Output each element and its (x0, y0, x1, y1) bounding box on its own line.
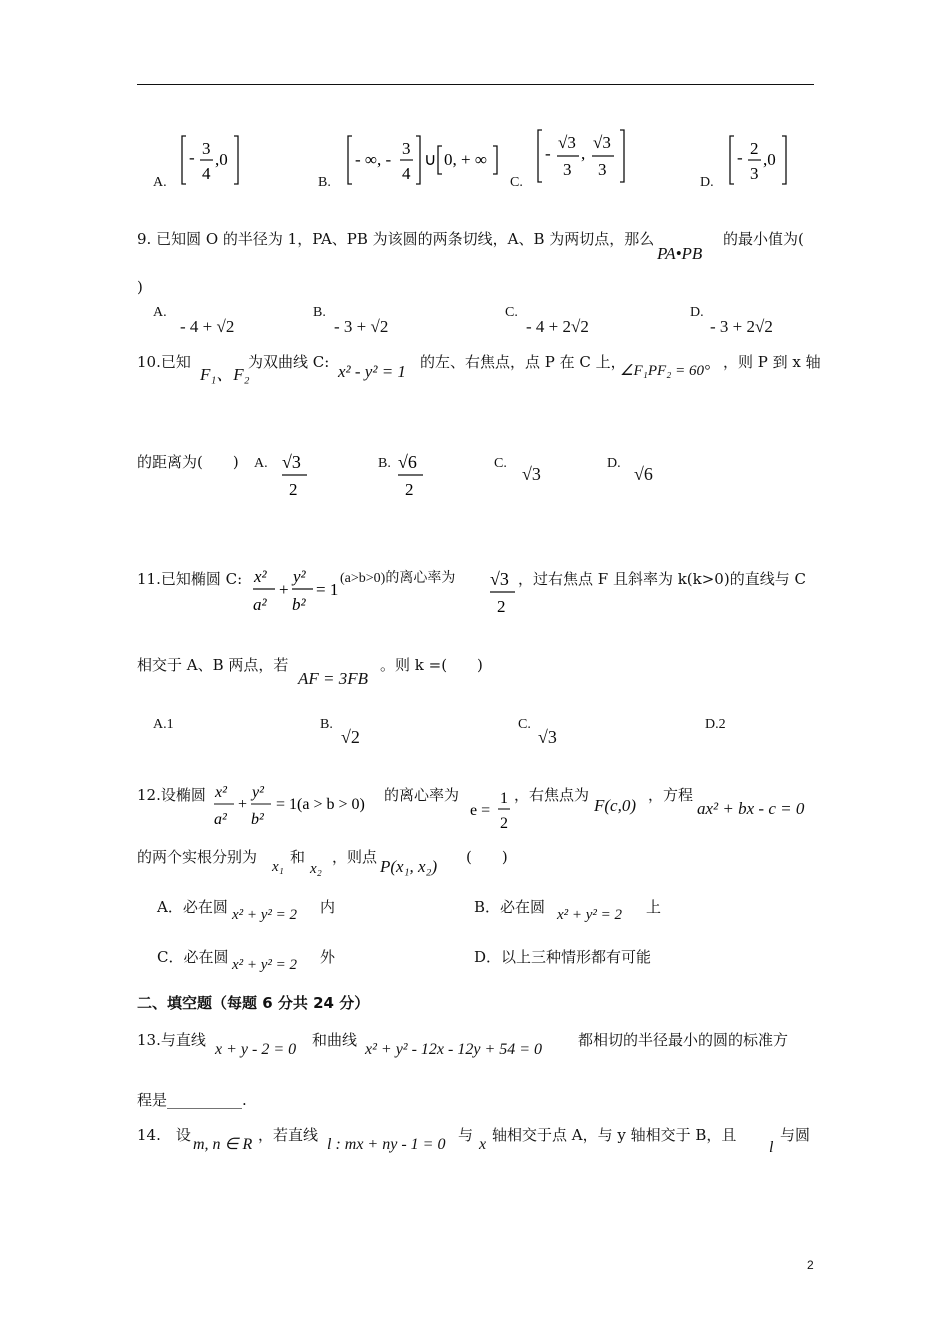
q9-option-c-label: C. (505, 305, 518, 320)
svg-text:-: - (545, 144, 551, 163)
svg-text:= 1(a > b > 0): = 1(a > b > 0) (276, 796, 365, 813)
svg-text:,0: ,0 (763, 150, 776, 169)
svg-text:√3: √3 (282, 452, 301, 472)
svg-text:4: 4 (202, 164, 211, 183)
q14-stem-start: 14. 设 (137, 1126, 191, 1144)
q12-point: P(x₁, x₂) (380, 857, 438, 876)
q12-option-c-end: 外 (320, 948, 336, 966)
svg-text:2: 2 (497, 597, 506, 616)
q11-ellipse-equation (251, 560, 347, 616)
q14-stem-end: 与圆 (780, 1126, 811, 1144)
svg-text:2: 2 (500, 815, 508, 832)
q11-stem-line2-end: 。则 k =( ) (380, 656, 483, 674)
q12-option-b-circle: x² + y² = 2 (557, 907, 623, 923)
svg-text:∪: ∪ (424, 150, 437, 169)
q11-stem-start: 11.已知椭圆 C: (137, 570, 243, 588)
q12-answer-paren: ( ) (466, 848, 508, 866)
q11-stem-end: ，过右焦点 F 且斜率为 k(k>0)的直线与 C (518, 570, 806, 588)
q13-line-equation: x + y - 2 = 0 (215, 1041, 297, 1058)
svg-text:√3: √3 (558, 133, 576, 152)
svg-text:3: 3 (402, 139, 411, 158)
q10-option-c-value: √3 (522, 464, 541, 484)
q12-stem-start: 12.设椭圆 (137, 786, 206, 804)
svg-text:+: + (238, 796, 248, 813)
q12-focus: F(c,0) (594, 796, 637, 815)
q10-option-a-value (280, 448, 310, 498)
q9-option-a-value: - 4 + √2 (180, 317, 235, 336)
q12-option-d-text: D．以上三种情形都有可能 (474, 948, 652, 966)
svg-text:√6: √6 (398, 452, 417, 472)
q14-stem-mid3: 轴相交于点 A，与 y 轴相交于 B，且 (492, 1126, 737, 1144)
svg-text:1: 1 (500, 790, 508, 807)
q10-angle: ∠F₁PF₂ = 60° (620, 363, 710, 379)
q12-stem-mid2: ，右焦点为 (514, 786, 590, 804)
q8-option-c-label: C. (510, 175, 523, 190)
q10-stem-mid2: 的左、右焦点，点 P 在 C 上， (420, 353, 626, 371)
q12-stem-mid3: ，方程 (648, 786, 694, 804)
svg-text:3: 3 (750, 164, 759, 183)
q14-l: l (769, 1139, 774, 1156)
q10-hyperbola-equation: x² - y² = 1 (338, 362, 406, 381)
q8-option-c-math (534, 127, 630, 185)
svg-text:y²: y² (293, 567, 306, 586)
svg-text:b²: b² (292, 595, 306, 614)
q12-option-b-end: 上 (646, 898, 662, 916)
q14-stem-mid: ，若直线 (258, 1126, 319, 1144)
q9-stem-tail: 的最小值为( (723, 230, 804, 248)
svg-text:,0: ,0 (215, 150, 228, 169)
section-title-fill-in: 二、填空题（每题 6 分共 24 分） (137, 994, 370, 1012)
page-number: 2 (807, 1258, 814, 1272)
q14-line-equation: l : mx + ny - 1 = 0 (327, 1136, 446, 1153)
svg-text:4: 4 (402, 164, 411, 183)
q10-foci: F₁、F₂ (200, 365, 250, 384)
svg-text:x²: x² (254, 567, 267, 586)
q8-option-d-math (726, 133, 790, 187)
q11-option-a: A.1 (153, 717, 174, 732)
q11-option-b-label: B. (320, 717, 333, 732)
q9-option-c-value: - 4 + 2√2 (526, 317, 589, 336)
q11-vector-relation: AF = 3FB (298, 669, 369, 688)
q11-option-c-value: √3 (538, 727, 557, 747)
q11-condition: (a>b>0)的离心率为 (340, 571, 456, 586)
header-rule (137, 84, 814, 85)
q9-option-d-label: D. (690, 305, 704, 320)
svg-text:3: 3 (202, 139, 211, 158)
q11-option-b-value: √2 (341, 727, 360, 747)
q12-stem-line2: 的两个实根分别为 (137, 848, 258, 866)
q12-ellipse-equation (212, 778, 384, 830)
svg-text:b²: b² (251, 811, 264, 828)
q8-option-b-label: B. (318, 175, 331, 190)
q9-option-b-label: B. (313, 305, 326, 320)
q13-stem-start: 13.与直线 (137, 1031, 206, 1049)
svg-text:a²: a² (253, 595, 267, 614)
svg-text:2: 2 (405, 480, 414, 498)
q13-stem-line2: 程是__________. (137, 1091, 247, 1109)
svg-text:0, + ∞: 0, + ∞ (444, 150, 487, 169)
q10-option-c-label: C. (494, 456, 507, 471)
svg-text:e =: e = (470, 802, 491, 819)
svg-text:- ∞, -: - ∞, - (355, 150, 392, 169)
q9-option-b-value: - 3 + √2 (334, 317, 389, 336)
q11-option-d: D.2 (705, 717, 726, 732)
q11-eccentricity (488, 565, 518, 617)
q8-option-a-math (178, 133, 242, 187)
svg-text:y²: y² (252, 784, 264, 801)
svg-text:a²: a² (214, 811, 227, 828)
q10-stem-end: ，则 P 到 x 轴 (723, 353, 821, 371)
q12-then: ，则点 (332, 848, 378, 866)
q9-option-d-value: - 3 + 2√2 (710, 317, 773, 336)
q10-option-d-value: √6 (634, 464, 653, 484)
svg-text:√3: √3 (593, 133, 611, 152)
svg-text:2: 2 (750, 139, 759, 158)
q12-quadratic-equation: ax² + bx - c = 0 (697, 799, 805, 818)
q12-root-x2: x₂ (310, 861, 322, 877)
svg-text:3: 3 (598, 160, 607, 179)
q12-option-a-end: 内 (320, 898, 336, 916)
svg-text:√3: √3 (490, 569, 509, 589)
q10-stem-start: 10.已知 (137, 353, 191, 371)
svg-text:-: - (189, 148, 195, 167)
q8-option-a-label: A. (153, 175, 167, 190)
q13-curve-equation: x² + y² - 12x - 12y + 54 = 0 (365, 1041, 543, 1058)
svg-text:= 1: = 1 (316, 580, 339, 599)
q10-stem-mid: 为双曲线 C: (248, 353, 330, 371)
q11-option-c-label: C. (518, 717, 531, 732)
q12-root-x1: x₁ (272, 859, 284, 875)
svg-text:+: + (279, 580, 289, 599)
q12-option-a-circle: x² + y² = 2 (232, 907, 298, 923)
q12-stem-mid: 的离心率为 (384, 786, 460, 804)
q9-option-a-label: A. (153, 305, 167, 320)
svg-text:-: - (737, 148, 743, 167)
q10-stem-line2: 的距离为( ) (137, 453, 239, 471)
q14-stem-mid2: 与 (458, 1126, 474, 1144)
q12-option-a-text: A．必在圆 (157, 898, 228, 916)
q10-option-d-label: D. (607, 456, 621, 471)
q9-dot-product: PA•PB (657, 244, 703, 263)
q14-x: x (479, 1136, 487, 1153)
svg-text:3: 3 (563, 160, 572, 179)
q13-stem-mid: 和曲线 (312, 1031, 358, 1049)
q14-set: m, n ∈ R (193, 1136, 253, 1153)
q13-stem-end: 都相切的半径最小的圆的标准方 (578, 1031, 789, 1049)
q12-option-c-text: C．必在圆 (157, 948, 229, 966)
q9-close-paren: ) (137, 278, 143, 296)
q10-option-a-label: A. (254, 456, 268, 471)
q8-option-d-label: D. (700, 175, 714, 190)
q12-option-c-circle: x² + y² = 2 (232, 957, 298, 973)
svg-text:x²: x² (215, 784, 227, 801)
q10-option-b-value (396, 448, 426, 498)
svg-text:,: , (581, 144, 586, 163)
q12-option-b-text: B．必在圆 (474, 898, 546, 916)
q10-option-b-label: B. (378, 456, 391, 471)
svg-text:2: 2 (289, 480, 298, 498)
q12-eccentricity (468, 784, 518, 834)
q12-and: 和 (290, 848, 306, 866)
q8-option-b-math (344, 133, 502, 187)
q11-stem-line2: 相交于 A、B 两点，若 (137, 656, 289, 674)
q9-stem: 9. 已知圆 O 的半径为 1，PA、PB 为该圆的两条切线，A、B 为两切点，那么 (137, 230, 655, 248)
